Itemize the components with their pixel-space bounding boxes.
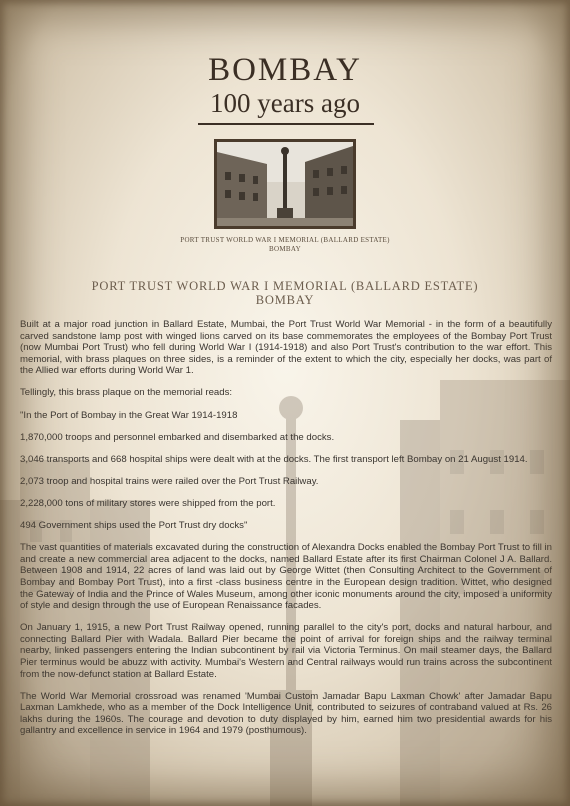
article-body [20, 319, 552, 748]
photo-caption-line1: PORT TRUST WORLD WAR I MEMORIAL (BALLARD ESTATE) [180, 236, 390, 244]
plaque-line-ships: 3,046 transports and 668 hospital ships were dealt with at the docks. The first transport left Bombay on 21 August 1914. [20, 453, 528, 465]
article-heading-line2: BOMBAY [255, 293, 315, 307]
page-title: BOMBAY [208, 52, 362, 88]
photo-caption-line2: BOMBAY [269, 245, 301, 253]
memorial-photo-illustration [217, 142, 353, 226]
memorial-photo [214, 139, 356, 229]
plaque-line-drydocks: 494 Government ships used the Port Trust dry docks" [20, 520, 248, 532]
plaque-line-troops: 1,870,000 troops and personnel embarked and disembarked at the docks. [20, 431, 335, 443]
plaque-line-stores: 2,228,000 tons of military stores were shipped from the port. [20, 497, 276, 509]
paragraph-ballard-estate: The vast quantities of materials excavated during the construction of Alexandra Docks enabled the Bombay Port Trust to fill in and create a new commercial area adjacent to the docks, named Ballard Estate after its first Chairman Colonel J A. Ballard. Between 1908 and 1914, 22 acres of land was laid out by George Wittet (then Consulting Architect to the Government of Bombay and Bombay Port Trust), into a first -class business centre in the European design tradition. Wittet, who designed the Gateway of India and the Prince of Wales Museum, among other iconic monuments around the city, imposed a uniformity of style and design through the use of European Renaissance facades. [20, 542, 552, 612]
page-subtitle: 100 years ago [210, 88, 360, 118]
paragraph-railway: On January 1, 1915, a new Port Trust Railway opened, running parallel to the city's port, docks and natural harbour, and connecting Ballard Pier with Wadala. Ballard Pier became the point of arrival for foreign ships and the railway terminal nearby, linked passengers entering the Indian subcontinent by rail via Victoria Terminus. On mail steamer days, the Ballard Pier terminus would be abuzz with activity. Mumbai's Western and Central railways would run trains across the subcontinent from the now-defunct station at Ballard Estate. [20, 622, 552, 680]
paragraph-crossroad: The World War Memorial crossroad was renamed 'Mumbai Custom Jamadar Bapu Laxman Chowk' after Jamadar Bapu Laxman Lamkhede, who as a member of the Dock Intelligence Unit, contributed to seizures of contraband valued at Rs. 26 lakhs during the 1960s. The courage and devotion to duty displayed by him, earned him two presidential awards for his gallantry and excellence in service in 1964 and 1979 (posthumous). [20, 690, 552, 737]
article-heading-line1: PORT TRUST WORLD WAR I MEMORIAL (BALLARD ESTATE) [91, 279, 479, 293]
subtitle-underline [198, 123, 374, 125]
plaque-line-trains: 2,073 troop and hospital trains were railed over the Port Trust Railway. [20, 475, 319, 487]
paragraph-plaque-intro: Tellingly, this brass plaque on the memorial reads: [20, 387, 233, 399]
paragraph-intro: Built at a major road junction in Ballard Estate, Mumbai, the Port Trust World War Memorial - in the form of a beautifully carved sandstone lamp post with winged lions carved on its base commemorates the employees of the Bombay Port Trust (now Mumbai Port Trust) who fell during World War I (1914-1918) and also Port Trust's contribution to the war effort. This memorial, with brass plaques on three sides, is a reminder of the extent to which the city, especially her docks, was part of the Allied war efforts during World War 1. [20, 319, 552, 377]
plaque-line-heading: "In the Port of Bombay in the Great War 1914-1918 [20, 409, 238, 421]
